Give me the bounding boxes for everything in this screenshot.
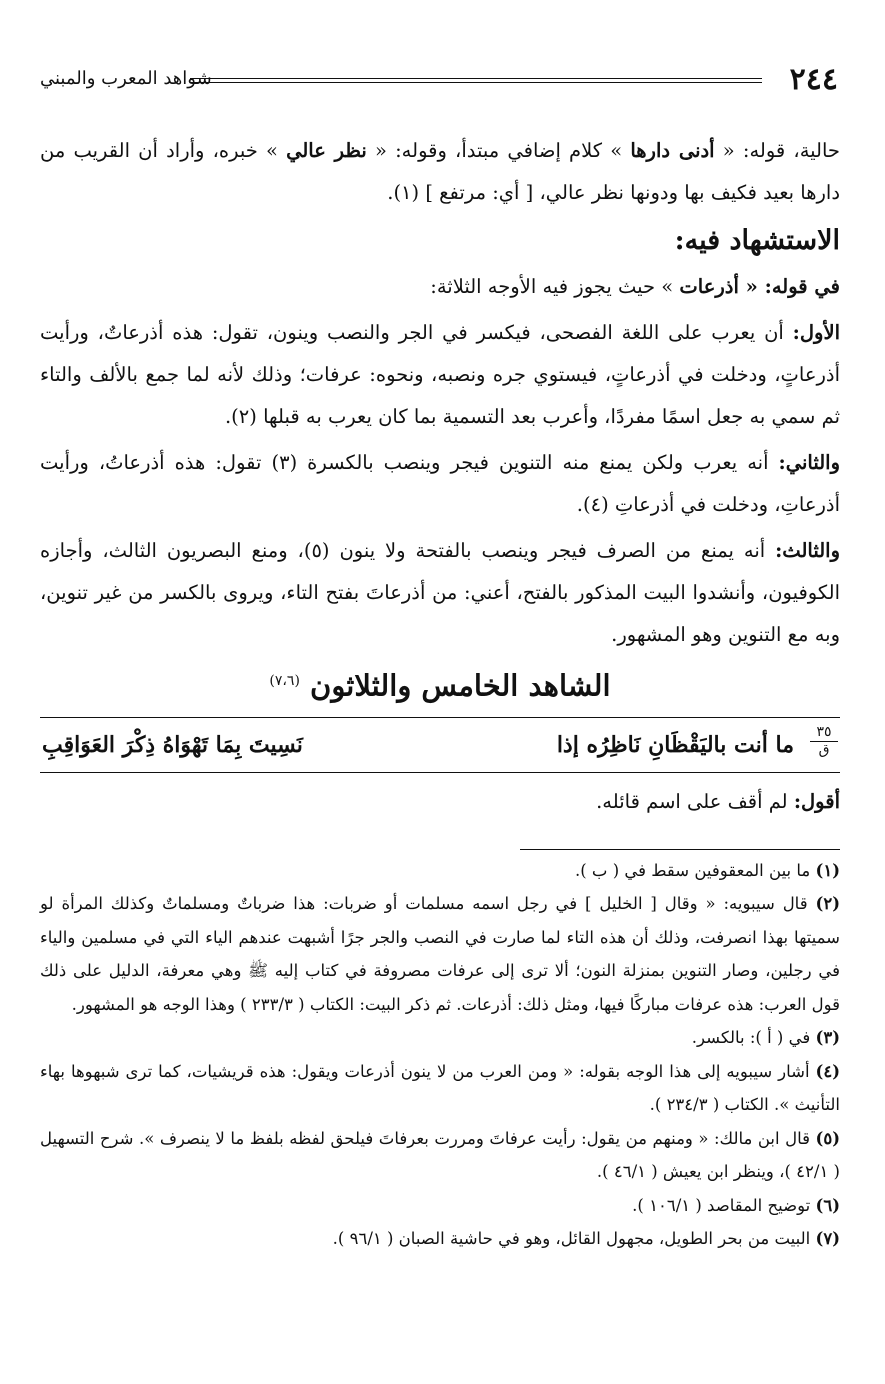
paragraph-2 [40,266,840,308]
footnote-text: توضيح المقاصد ( ١٠٦/١ ). [632,1195,816,1215]
paragraph-third-aspect [40,530,840,656]
paragraph-aqul [40,781,840,823]
paragraph-second-aspect [40,442,840,526]
footnote [40,887,840,1021]
verse-second-hemistich: نَسِيتَ بِمَا تَهْوَاهُ ذِكْرَ العَوَاقِبِ [42,731,303,758]
footnote-number: (٤) [815,1061,840,1081]
text-span: حالية، قوله: « [714,139,840,162]
footnote [40,1021,840,1055]
quoted-term: نظر عالي [286,139,367,162]
footnote [40,1055,840,1122]
verse-letter: ق [818,741,830,758]
verse-first-hemistich: ما أنت باليَقْظَانِ نَاظِرُه إذا [556,731,794,758]
footnote-text: في ( أ ): بالكسر. [691,1028,816,1048]
footnote-number: (١) [815,860,840,880]
section-heading: الاستشهاد فيه: [674,225,840,256]
text-span: تقول: هذه أذرعاتُ، ورأيت أذرعاتِ، ودخلت في أذرعاتِ [40,451,840,516]
paragraph-lead: أقول: [793,789,840,813]
text-span: » كلام إضافي مبتدأ، وقوله: « [366,139,631,162]
footnotes [40,854,840,1256]
footnote-ref: (٤) [582,493,609,516]
header-rule [190,78,762,83]
paragraph-lead: الأول: [792,321,840,344]
footnote-ref: (١) [393,181,420,204]
footnote-number: (٥) [815,1128,840,1148]
verse-number-value: ٣٥ [810,724,838,742]
footnote-text: ما بين المعقوفين سقط في ( ب ). [575,860,816,880]
footnote [40,1189,840,1223]
footnote [40,1222,840,1256]
shahid-title [40,656,840,711]
footnote-text: قال سيبويه: « وقال [ الخليل ] في رجل اسمه مسلمات أو ضربات: هذا ضرباتٌ ومسلماتٌ وكذلك المرأة لو سميتها بهذا انصرفت، وذلك أن هذه التاء لما صارت في النصب والجر جرًا أشبهت عندهم الياء التي في مسلمين والياء في رجلين، وصار التنوين بمنزلة النون؛ ألا ترى إلى عرفات مصروفة في كتاب إليه ﷺ وهي معرفة، الدليل على ذلك قول العرب: هذه عرفات مباركًا فيها، ومثل ذلك: أذرعات. ثم ذكر البيت: الكتاب ( ٢٣٣/٣ ) وهذا الوجه هو المشهور. [40,894,840,1014]
book-page [40,60,840,1360]
quoted-term: أذرعات [679,275,739,298]
text-span: . [576,493,583,516]
shahid-title-text: الشاهد الخامس والثلاثون [310,668,611,703]
text-span: » خبره، وأراد أن القريب من دارها بعيد فكيف بها ودونها نظر عالي، [ أي: مرتفع ] [40,139,840,204]
footnote-number: (٧) [815,1229,840,1249]
paragraph-1 [40,130,840,214]
page-number: ٢٤٤ [789,62,838,97]
poem-verse [40,717,840,773]
footnote-text: أشار سيبويه إلى هذا الوجه بقوله: « ومن العرب من لا ينون أذرعات ويقول: هذه قريشيات، كما ترى شبهوها بهاء التأنيث ». الكتاب ( ٢٣٤/٣ ). [40,1061,840,1115]
footnote-number: (٢) [815,894,840,914]
text-span: » حيث يجوز فيه الأوجه الثلاثة: [430,275,680,298]
page-body [40,130,840,1256]
page-header [40,60,840,104]
verse-number [810,724,838,759]
text-span: ، ومنع البصريون الثالث، وأجازه الكوفيون، وأنشدوا البيت المذكور بالفتح، أعني: من أذرعاتَ بفتح التاء، ويروى بالكسر من غير تنوين، وبه مع التنوين وهو المشهور. [40,539,840,646]
paragraph-first-aspect [40,312,840,438]
quoted-term: أدنى دارها [630,139,715,162]
text-span: أنه يمنع من الصرف فيجر وينصب بالفتحة ولا ينون [329,539,776,562]
paragraph-lead: والثالث: [775,539,840,562]
footnote-ref: (٢) [231,405,257,428]
text-span: . [387,181,394,204]
text-span: أن يعرب على اللغة الفصحى، فيكسر في الجر والنصب وينون، تقول: هذه أذرعاتٌ، ورأيت أذرعاتٍ، ودخلت في أذرعاتٍ، فيستوي جره ونصبه، ونحوه: عرفات؛ وذلك لأنه لما جمع بالألف والتاء ثم سمي به جعل اسمًا مفردًا، وأعرب بعد التسمية بما كان يعرب به قبلها [40,321,840,428]
footnote-text: البيت من بحر الطويل، مجهول القائل، وهو في حاشية الصبان ( ٩٦/١ ). [332,1229,816,1249]
footnote [40,854,840,888]
footnote [40,1122,840,1189]
footnote-number: (٦) [815,1195,840,1215]
text-span: . [224,405,232,428]
footnote-number: (٣) [815,1028,840,1048]
footnote-ref: (٥) [303,539,330,562]
text-span: لم أقف على اسم قائله. [596,789,794,813]
footnote-ref: (٣) [271,451,298,474]
footnote-separator [520,849,840,850]
footnote-ref: (٧،٦) [269,673,300,689]
text-span: في قوله: « [738,275,840,298]
running-title: شواهد المعرب والمبني [40,68,212,89]
text-span: أنه يعرب ولكن يمنع منه التنوين فيجر وينصب بالكسرة [297,451,779,474]
footnote-text: قال ابن مالك: « ومنهم من يقول: رأيت عرفاتَ ومررت بعرفاتَ فيلحق لفظه بلفظ ما لا ينصرف ». شرح التسهيل ( ٤٢/١ )، وينظر ابن يعيش ( ٤٦/١ ). [40,1128,840,1182]
paragraph-lead: والثاني: [778,451,840,474]
